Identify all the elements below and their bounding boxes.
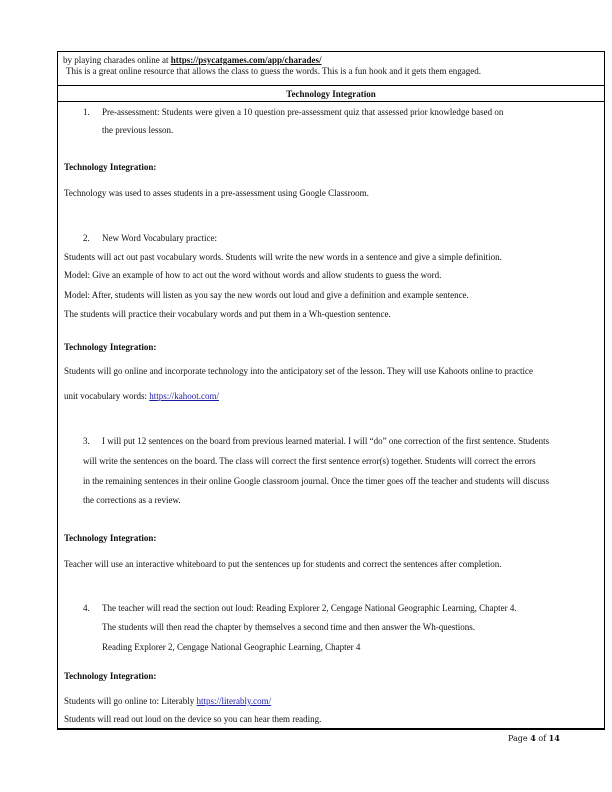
page-label: Page — [508, 734, 531, 743]
tech-text: Students will read out loud on the device so you can hear them reading. — [64, 714, 322, 724]
item-text: Reading Explorer 2, Cengage National Geographic Learning, Chapter 4 — [102, 642, 361, 652]
item-text: the previous lesson. — [102, 125, 174, 135]
item-text: Model: Give an example of how to act out the word without words and allow students to guess the word. — [64, 270, 442, 280]
tech-heading: Technology Integration: — [64, 671, 157, 681]
psycatgames-link[interactable]: https://psycatgames.com/app/charades/ — [170, 55, 322, 65]
item-text: in the remaining sentences in their online Google classroom journal. Once the timer goes off the teacher and students will discuss — [83, 476, 549, 486]
item-3 — [83, 435, 549, 447]
page-current: 4 — [530, 733, 536, 743]
tech-text-prefix: Students will go online to: Literably — [64, 696, 197, 706]
page-of: of — [535, 734, 549, 743]
tech-text — [64, 695, 271, 707]
tech-text: Students will go online and incorporate technology into the anticipatory set of the lesson. They will use Kahoots online to practice — [64, 366, 533, 376]
item-number: 1. — [83, 107, 90, 117]
item-number: 4. — [83, 603, 90, 613]
tech-heading: Technology Integration: — [64, 533, 157, 543]
page-total: 14 — [548, 733, 560, 743]
charades-description: This is a great online resource that allows the class to guess the words. This is a fun hook and it gets them engaged. — [66, 66, 481, 76]
tech-heading: Technology Integration: — [64, 342, 157, 352]
item-text: will write the sentences on the board. The class will correct the first sentence error(s) together. Students will correct the errors — [83, 456, 536, 466]
section-header: Technology Integration — [58, 86, 604, 102]
item-number: 2. — [83, 233, 90, 243]
tech-text: Teacher will use an interactive whiteboard to put the sentences up for students and correct the sentences after completion. — [64, 559, 502, 569]
tech-text-prefix: unit vocabulary words: — [64, 391, 150, 401]
tech-text — [64, 390, 219, 402]
item-text: The students will practice their vocabulary words and put them in a Wh-question sentence. — [64, 309, 391, 319]
charades-text: by playing charades online at — [63, 55, 171, 65]
item-text: the corrections as a review. — [83, 495, 181, 505]
item-text: The students will then read the chapter by themselves a second time and then answer the Wh-questions. — [102, 622, 475, 632]
item-text: Pre-assessment: Students were given a 10 question pre-assessment quiz that assessed prior knowledge based on — [102, 107, 504, 117]
item-title: New Word Vocabulary practice: — [102, 233, 217, 243]
item-text: I will put 12 sentences on the board from previous learned material. I will “do” one correction of the first sentence. Students — [102, 436, 550, 446]
literably-link[interactable]: https://literably.com/ — [196, 696, 272, 706]
page-number — [508, 733, 560, 743]
kahoot-link[interactable]: https://kahoot.com/ — [149, 391, 219, 401]
item-text: Students will act out past vocabulary words. Students will write the new words in a sentence and give a simple definition. — [64, 252, 502, 262]
lesson-plan-table — [57, 51, 605, 730]
item-2 — [83, 232, 217, 244]
tech-text: Technology was used to asses students in a pre-assessment using Google Classroom. — [64, 188, 369, 198]
item-number: 3. — [83, 436, 90, 446]
item-4 — [83, 602, 517, 614]
tech-heading: Technology Integration: — [64, 162, 157, 172]
item-text: Model: After, students will listen as you say the new words out loud and give a definition and example sentence. — [64, 290, 469, 300]
item-1 — [83, 106, 503, 118]
charades-cell — [58, 52, 604, 86]
item-text: The teacher will read the section out loud: Reading Explorer 2, Cengage National Geographic Learning, Chapter 4. — [102, 603, 517, 613]
